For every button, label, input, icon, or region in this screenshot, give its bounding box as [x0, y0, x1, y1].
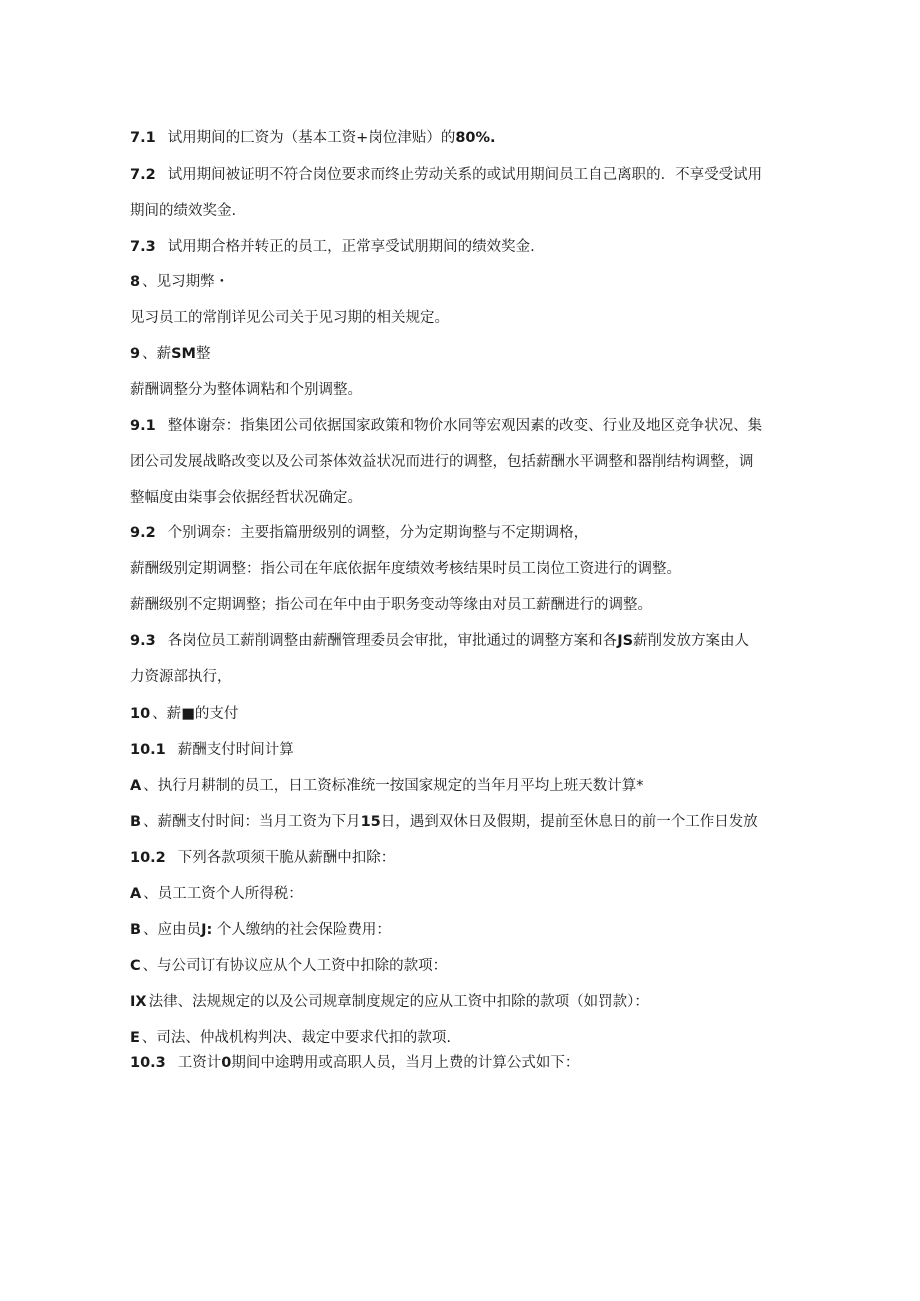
item-letter: E: [130, 1030, 140, 1046]
clause-9-3: [130, 631, 795, 651]
clause-10-2-d: [130, 992, 795, 1012]
clause-bold: 80%.: [455, 130, 496, 146]
clause-number: 10.2: [130, 850, 166, 866]
clause-text: 、员工工资个人所得税：: [143, 886, 303, 902]
clause-text: 下列各款项须干脆从薪酬中扣除：: [177, 850, 396, 866]
section-8-text: [130, 308, 795, 328]
clause-number: 7.1: [130, 130, 156, 146]
item-letter: A: [130, 886, 142, 902]
clause-text: 、应由员: [143, 922, 202, 938]
clause-10-2-c: [130, 956, 795, 976]
clause-10-3: [130, 1053, 795, 1073]
section-title-bold: ■: [181, 706, 195, 722]
clause-text: 整幅度由柒事会依据经哲状况确定。: [130, 490, 362, 506]
clause-text: 个别调奈：主要指篇册级别的调整，分为定期询整与不定期调格，: [167, 525, 589, 541]
section-8-heading: [130, 272, 795, 292]
section-9-heading: [130, 344, 795, 364]
clause-10-1-b: [130, 812, 795, 832]
clause-text: 、与公司订有协议应从个人工资中扣除的款项：: [142, 958, 448, 974]
clause-9-2: [130, 523, 795, 543]
section-title: 、薪: [152, 706, 182, 722]
clause-text: 、司法、仲战机构判决、裁定中要求代扣的款项.: [141, 1030, 452, 1046]
clause-number: 9.2: [130, 525, 156, 541]
section-number: 8: [130, 274, 141, 290]
item-letter: B: [130, 922, 142, 938]
clause-10-1: [130, 740, 795, 760]
item-letter: B: [130, 814, 142, 830]
section-title-end: 整: [195, 346, 211, 362]
clause-text: 试用期间的匚资为（基本工资+岗位津贴）的: [167, 130, 456, 146]
clause-text: 团公司发展战略改变以及公司茶体效益状况而进行的调整，包括薪酬水平调整和器削结构调整，调: [130, 454, 754, 470]
clause-10-2: [130, 848, 795, 868]
clause-9-1-cont: [130, 452, 795, 472]
clause-9-2-regular: [130, 559, 795, 579]
section-10-heading: [130, 704, 795, 724]
section-title-end: 的支付: [194, 706, 239, 722]
section-title-bold: SM: [171, 346, 196, 362]
clause-text: 见习员工的常削详见公司关于见习期的相关规定。: [130, 310, 449, 326]
clause-text: 薪酬级别定期调整：指公司在年底依据年度绩效考核结果时员工岗位工资进行的调整。: [130, 561, 681, 577]
clause-text: 力资源部执行，: [130, 669, 232, 685]
clause-text-end: 日，遇到双休日及假期，提前至休息日的前一个工作日发放: [380, 814, 758, 830]
clause-bold: 15: [360, 814, 381, 830]
section-number: 9: [130, 346, 141, 362]
clause-10-2-e: [130, 1028, 795, 1048]
section-title: 、薪: [142, 346, 172, 362]
clause-text: 薪酬支付时间计算: [177, 742, 294, 758]
clause-number: 7.3: [130, 239, 156, 255]
clause-bold: 0: [221, 1055, 232, 1071]
clause-7-2-cont: [130, 201, 795, 221]
clause-7-2: [130, 165, 795, 185]
clause-bold: JS: [617, 633, 634, 649]
section-9-text: [130, 380, 795, 400]
clause-10-1-a: [130, 776, 795, 796]
section-number: 10: [130, 706, 151, 722]
clause-text: 期间的绩效奖金.: [130, 203, 237, 219]
item-letter: C: [130, 958, 141, 974]
clause-bold: J:: [201, 922, 213, 938]
clause-text: 工资计: [177, 1055, 222, 1071]
clause-text: 、薪酬支付时间：当月工资为下月: [143, 814, 361, 830]
clause-10-2-a: [130, 884, 795, 904]
clause-10-2-b: [130, 920, 795, 940]
clause-text-end: 薪削发放方案由人: [633, 633, 750, 649]
item-letter: IX: [130, 994, 147, 1010]
clause-text: 试用期合格并转正的员工，正常享受试朋期间的绩效奖金.: [167, 239, 535, 255]
clause-text: 法律、法规规定的以及公司规章制度规定的应从工资中扣除的款项（如罚款）：: [148, 994, 649, 1010]
clause-number: 9.3: [130, 633, 156, 649]
clause-9-3-cont: [130, 667, 795, 687]
clause-text-end: 期间中途聘用或高职人员，当月上费的计算公式如下：: [231, 1055, 580, 1071]
clause-text: 各岗位员工薪削调整由薪酬管理委员会审批，审批通过的调整方案和各: [167, 633, 618, 649]
clause-7-1: [130, 128, 795, 148]
clause-text: 、执行月耕制的员工，日工资标准统一按国家规定的当年月平均上班天数计算*: [143, 778, 644, 794]
clause-number: 10.3: [130, 1055, 166, 1071]
section-title: 、见习期弊・: [142, 274, 230, 290]
clause-text: 薪酬调整分为整体调粘和个别调整。: [130, 382, 362, 398]
clause-number: 7.2: [130, 167, 156, 183]
clause-9-1-cont: [130, 488, 795, 508]
clause-number: 9.1: [130, 418, 156, 434]
clause-text: 试用期间被证明不符合岗位要求而终止劳动关系的或试用期间员工自己离职的．不享受受试用: [167, 167, 763, 183]
clause-7-3: [130, 237, 795, 257]
clause-9-2-irregular: [130, 595, 795, 615]
clause-text: 薪酬级别不定期调整；指公司在年中由于职务变动等缘由对员工薪酬进行的调整。: [130, 597, 652, 613]
clause-text: 整体谢奈：指集团公司依据国家政策和物价水同等宏观因素的改变、行业及地区竞争状况、集: [167, 418, 763, 434]
clause-text-end: 个人缴纳的社会保险费用：: [212, 922, 391, 938]
clause-9-1: [130, 416, 795, 436]
item-letter: A: [130, 778, 142, 794]
clause-number: 10.1: [130, 742, 166, 758]
